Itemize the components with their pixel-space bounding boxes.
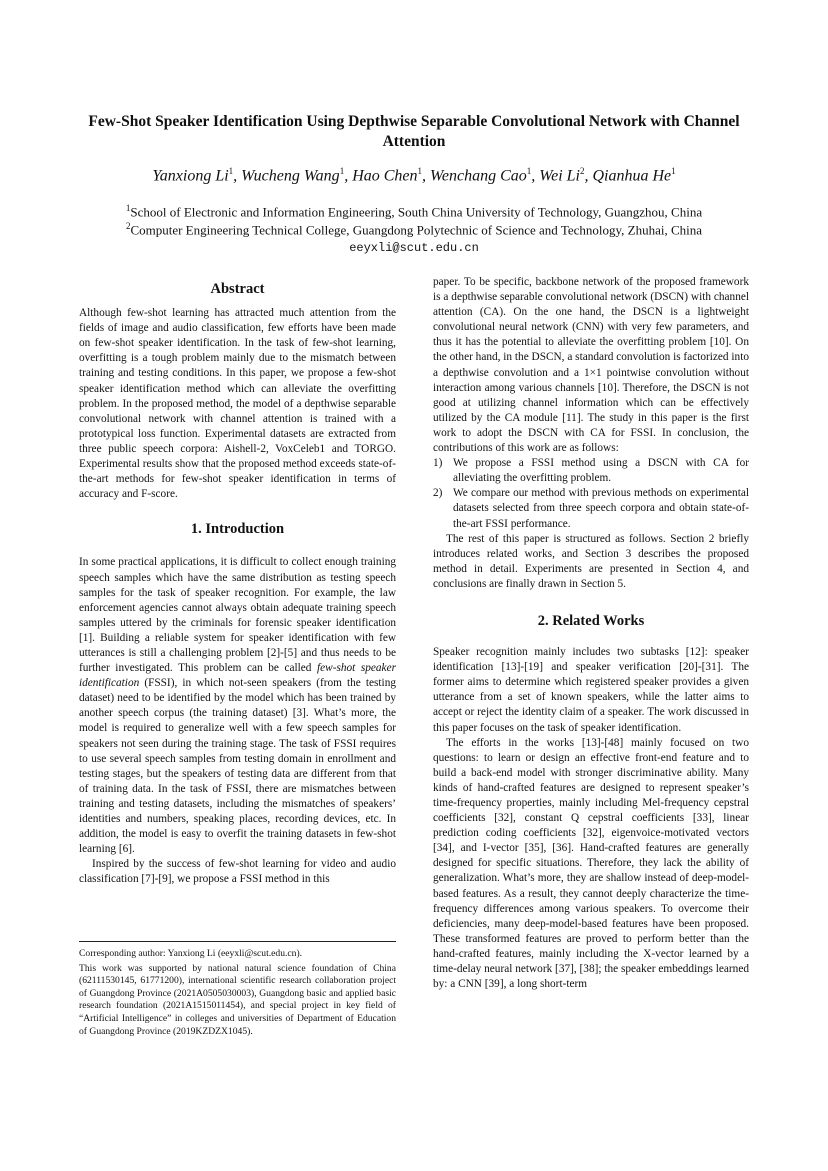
intro-text: In some practical applications, it is difficult to collect enough training speech samples which have the same distribution as testing speech samples for the task of speaker recognition. For example, the law enforcement agencies cannot always obtain adequate training speech samples uttered by the criminals for forensic speaker identification [1]. Building a reliable system for speaker identification with few utterances is still a challenging problem [2]-[5] and thus needs to be further investigated. This problem can be called — [79, 556, 396, 675]
author-affiliation-mark: 1 — [228, 166, 234, 176]
author-list: Yanxiong Li$^1$, Wucheng Wang$^1$, Hao Chen$^1$, Wenchang Cao$^1$, Wei Li$^2$, Qianhua He$^1$ — [152, 166, 676, 185]
affiliation-mark: 2 — [125, 221, 131, 231]
related-works-heading: 2. Related Works — [537, 612, 645, 629]
author-affiliation-mark: 2 — [580, 166, 585, 176]
author-name: Yanxiong Li — [152, 167, 229, 185]
author-name: Wucheng Wang — [241, 167, 340, 185]
affiliation-1 — [40, 203, 788, 220]
intro-paragraph-4: The rest of this paper is structured as follows. Section 2 briefly introduces related works, and Section 3 describes the proposed method in detail. Experiments are presented in Section 4, and conclusions are finally drawn in Section 5. — [433, 532, 749, 590]
affiliation-text: School of Electronic and Information Engineering, South China University of Technology, Guangzhou, China — [130, 204, 703, 220]
author-affiliation-mark: 1 — [417, 166, 423, 176]
author-name: Wenchang Cao — [430, 167, 527, 185]
related-paragraph-2: The efforts in the works [13]-[48] mainly focused on two questions: to learn or design an effective front-end feature and to build a back-end model with stronger discriminative ability. Many kinds of hand-crafted features are designed to represent speaker’s time-frequency properties, mainly including Mel-frequency cepstral coefficients [32], constant Q cepstral coefficients [33], linear prediction coding coefficients [32], eigenvoice-motivated vectors [34], and I-vector [35], [36]. Hand-crafted features are generally designed for specific situations. Therefore, they lack the ability of generalization. What’s more, they are shallow instead of deep-model-based features. As a result, they cannot deeply characterize the time-frequency differences among various speakers. To overcome their deficiencies, many deep-model-based features have been proposed. These transformed features are proved to perform better than the hand-crafted features, mainly including the X-vector learned by a time-delay neural network [37], [38]; the speaker embeddings learned by: a CNN [39], a long short-term — [433, 736, 749, 991]
intro-paragraph-3: paper. To be specific, backbone network of the proposed framework is a depthwise separable convolutional network (DSCN) with channel attention (CA). On the one hand, the DSCN is a lightweight convolutional neural network (CNN) with very few parameters, and thus it has the potential to alleviate the overfitting problem [10]. On the other hand, in the DSCN, a standard convolution is factorized into a depthwise convolution and a 1×1 pointwise convolution without interaction among various channels [10]. Therefore, the DSCN is not good at utilizing channel information which can be effectively utilized by the CA module [11]. The study in this paper is the first work to adopt the DSCN with CA for FSSI. In conclusion, the contributions of this work are as follows: — [433, 276, 749, 455]
right-column — [433, 275, 749, 992]
author-name: Hao Chen — [352, 167, 418, 185]
related-paragraph-1: Speaker recognition mainly includes two subtasks [12]: speaker identification [13]-[19] and speaker verification [20]-[31]. The former aims to determine which registered speaker provides a given utterance from a set of known speakers, while the latter aims to accept or reject the identity claim of a speaker. The work discussed in this paper focuses on the task of speaker identification. — [433, 646, 749, 734]
list-item — [433, 456, 749, 486]
author-name: Wei Li — [539, 167, 580, 185]
author-affiliation-mark: 1 — [339, 166, 345, 176]
footnote — [79, 941, 396, 1040]
list-text: We compare our method with previous methods on experimental datasets selected from three speech corpora and obtain state-of-the-art FSSI performance. — [453, 487, 749, 530]
intro-paragraph-2: Inspired by the success of few-shot learning for video and audio classification [7]-[9], we propose a FSSI method in this — [79, 858, 396, 886]
abstract-heading: Abstract — [210, 281, 265, 297]
affiliation-2 — [40, 221, 788, 238]
list-item — [433, 486, 749, 531]
author-affiliation-mark: 1 — [526, 166, 532, 176]
funding-note: This work was supported by national natural science foundation of China (62111530145, 61771200), international scientific research collaboration project of Guangdong Province (2021A0505030003), Guangdong basic and applied basic research foundation (2021A1515011454), and special project in key field of “Artificial Intelligence” in colleges and universities of Department of Education of Guangdong Province (2019KZDZX1045). — [79, 962, 396, 1037]
intro-emphasis: few-shot speaker identification — [79, 662, 396, 690]
affiliation-mark: 1 — [125, 203, 131, 213]
affiliation-text: Computer Engineering Technical College, Guangdong Polytechnic of Science and Technology, Zhuhai, China — [130, 222, 703, 238]
intro-paragraph-1 — [79, 555, 396, 857]
list-number: 1) — [433, 457, 443, 470]
paper-title: Few-Shot Speaker Identification Using Depthwise Separable Convolutional Network with Channel Attention — [88, 113, 740, 150]
corresponding-author-note: Corresponding author: Yanxiong Li (eeyxli@scut.edu.cn). — [79, 948, 303, 959]
list-text: We propose a FSSI method using a DSCN with CA for alleviating the overfitting problem. — [453, 457, 749, 485]
list-number: 2) — [433, 487, 443, 500]
abstract-text: Although few-shot learning has attracted much attention from the fields of image and audio classification, few efforts have been made on few-shot speaker identification. In the task of few-shot learning, overfitting is a tough problem mainly due to the mismatch between training and testing conditions. In this paper, we propose a few-shot speaker identification method which can alleviate the overfitting problem. In the proposed method, the model of a depthwise separable convolutional network with channel attention is trained with a prototypical loss function. Experimental datasets are extracted from three public speech corpora: Aishell-2, VoxCeleb1 and TORGO. Experimental results show that the proposed method exceeds state-of-the-art methods for few-shot speaker identification in terms of accuracy and F-score. — [79, 307, 396, 501]
author-email: eeyxli@scut.edu.cn — [349, 241, 479, 255]
contributions-list — [433, 456, 749, 531]
author-name: Qianhua He — [592, 167, 672, 185]
introduction-heading: 1. Introduction — [190, 521, 285, 538]
author-affiliation-mark: 1 — [671, 166, 676, 176]
intro-text: (FSSI), in which not-seen speakers (from the testing dataset) need to be identified by the model which has been trained by another speech corpus (the training dataset) [3]. What’s more, the model is required to generalize well with a few speech samples for speakers not seen during the training stage. The task of FSSI requires to use several speech samples from testing domain in enrollment and testing stages, but the speakers of testing data are different from that of training data. In the task of FSSI, there are mismatches between training and testing datasets, including the mismatches of speakers’ identities and numbers, speaking places, recording devices, etc. In addition, the model is easy to overfit the training datasets in few-shot learning [6]. — [79, 677, 396, 856]
left-column — [79, 280, 396, 887]
